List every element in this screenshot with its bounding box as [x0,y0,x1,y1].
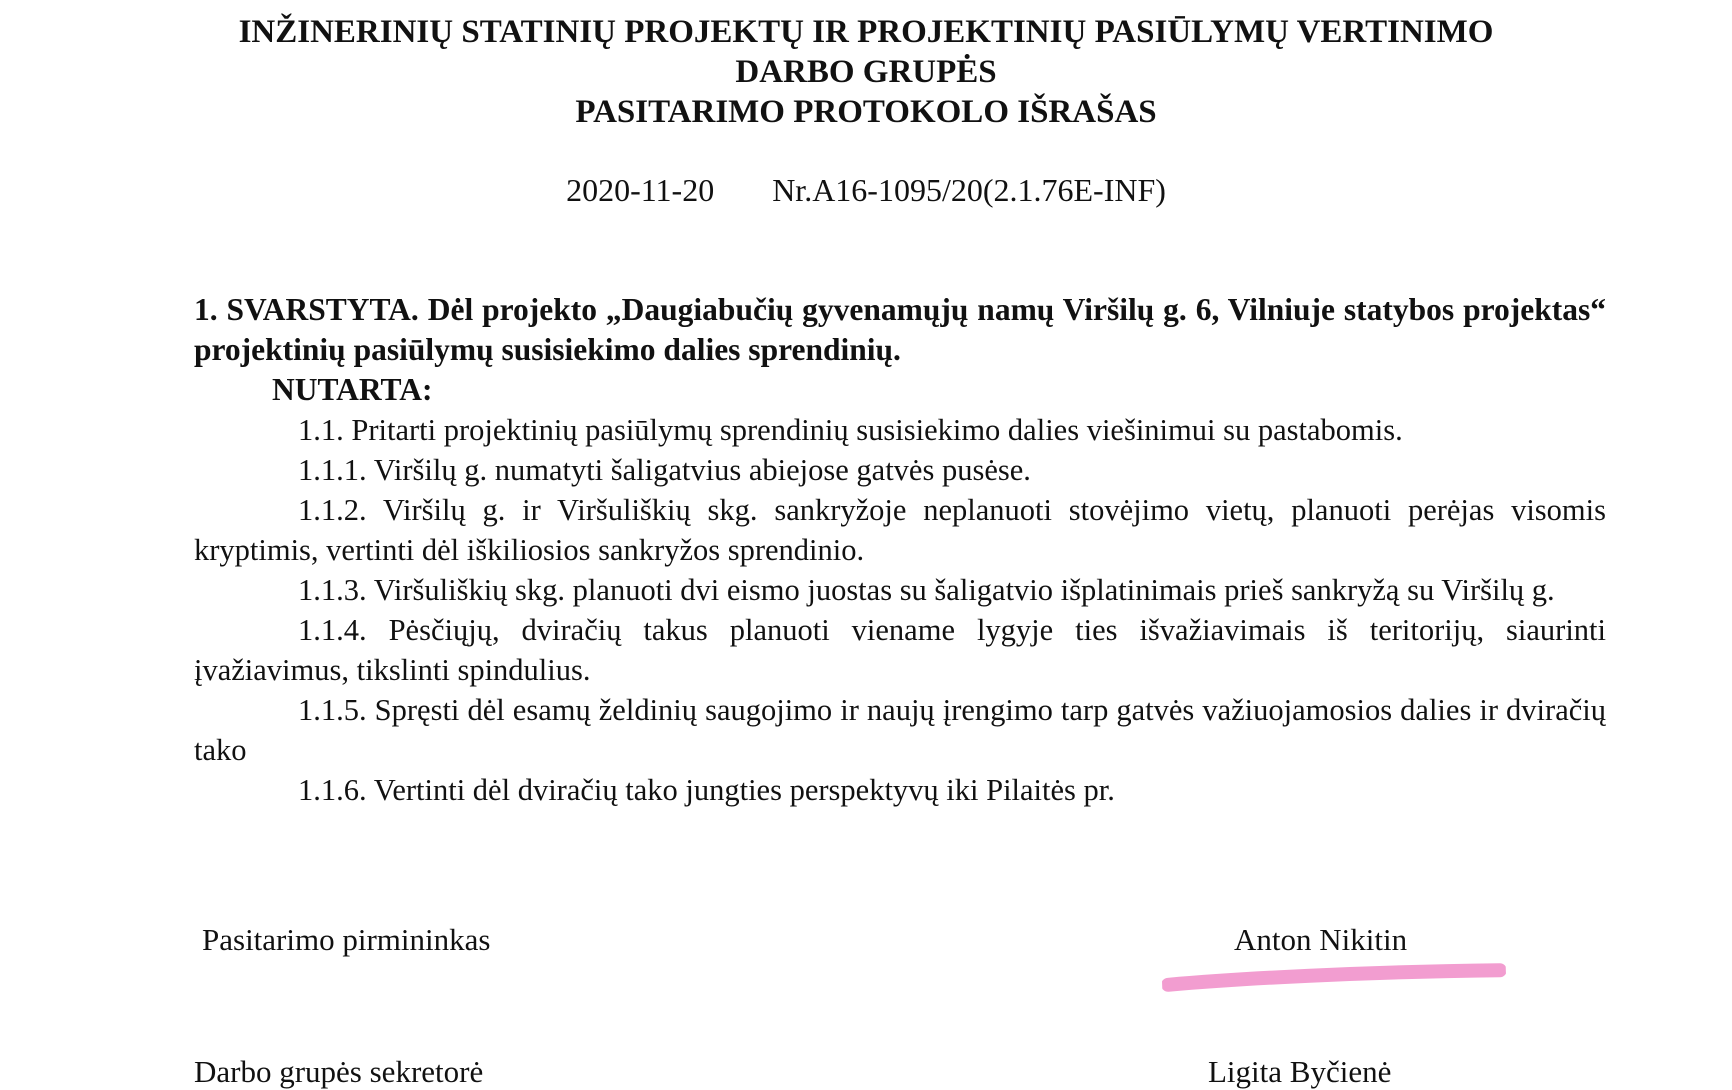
decision-item-1-1-2: 1.1.2. Viršilų g. ir Viršuliškių skg. sankryžoje neplanuoti stovėjimo vietų, planuoti perėjas visomis kryptimis, vertinti dėl iškiliosios sankryžos sprendinio. [194,493,1606,567]
decision-item-1-1-1: 1.1.1. Viršilų g. numatyti šaligatvius abiejose gatvės pusėse. [298,453,1031,487]
decision-item-1-1: 1.1. Pritarti projektinių pasiūlymų sprendinių susisiekimo dalies viešinimui su pastabomis. [298,413,1403,447]
title-line-3: PASITARIMO PROTOKOLO IŠRAŠAS [575,94,1157,130]
chair-role: Pasitarimo pirmininkas [202,922,491,957]
title-line-1: INŽINERINIŲ STATINIŲ PROJEKTŲ IR PROJEKTINIŲ PASIŪLYMŲ VERTINIMO [238,14,1494,50]
decision-item-1-1-6: 1.1.6. Vertinti dėl dviračių tako jungties perspektyvų iki Pilaitės pr. [298,773,1115,807]
highlight-stroke [1162,961,1507,995]
protocol-body [194,290,1606,810]
secretary-name: Ligita Byčienė [1208,1054,1392,1089]
protocol-date: 2020-11-20 [566,172,715,208]
secretary-role: Darbo grupės sekretorė [194,1054,484,1089]
protocol-number: Nr.A16-1095/20(2.1.76E-INF) [772,172,1166,208]
considered-paragraph: 1. SVARSTYTA. Dėl projekto „Daugiabučių gyvenamųjų namų Viršilų g. 6, Vilniuje statybos projektas“ projektinių pasiūlymų susisiekimo dalies sprendinių. [194,292,1606,367]
decision-item-1-1-4: 1.1.4. Pėsčiųjų, dviračių takus planuoti viename lygyje ties išvažiavimais iš teritorijų, siaurinti įvažiavimus, tikslinti spindulius. [194,613,1606,687]
title-line-2: DARBO GRUPĖS [735,54,997,90]
document-title [0,12,1732,132]
decided-label: NUTARTA: [272,372,433,407]
decision-item-1-1-3: 1.1.3. Viršuliškių skg. planuoti dvi eismo juostas su šaligatvio išplatinimais prieš sankryžą su Viršilų g. [298,573,1555,607]
chair-name: Anton Nikitin [1234,922,1408,957]
decision-item-1-1-5: 1.1.5. Spręsti dėl esamų želdinių saugojimo ir naujų įrengimo tarp gatvės važiuojamosios dalies ir dviračių tako [194,693,1606,767]
protocol-meta [0,172,1732,209]
